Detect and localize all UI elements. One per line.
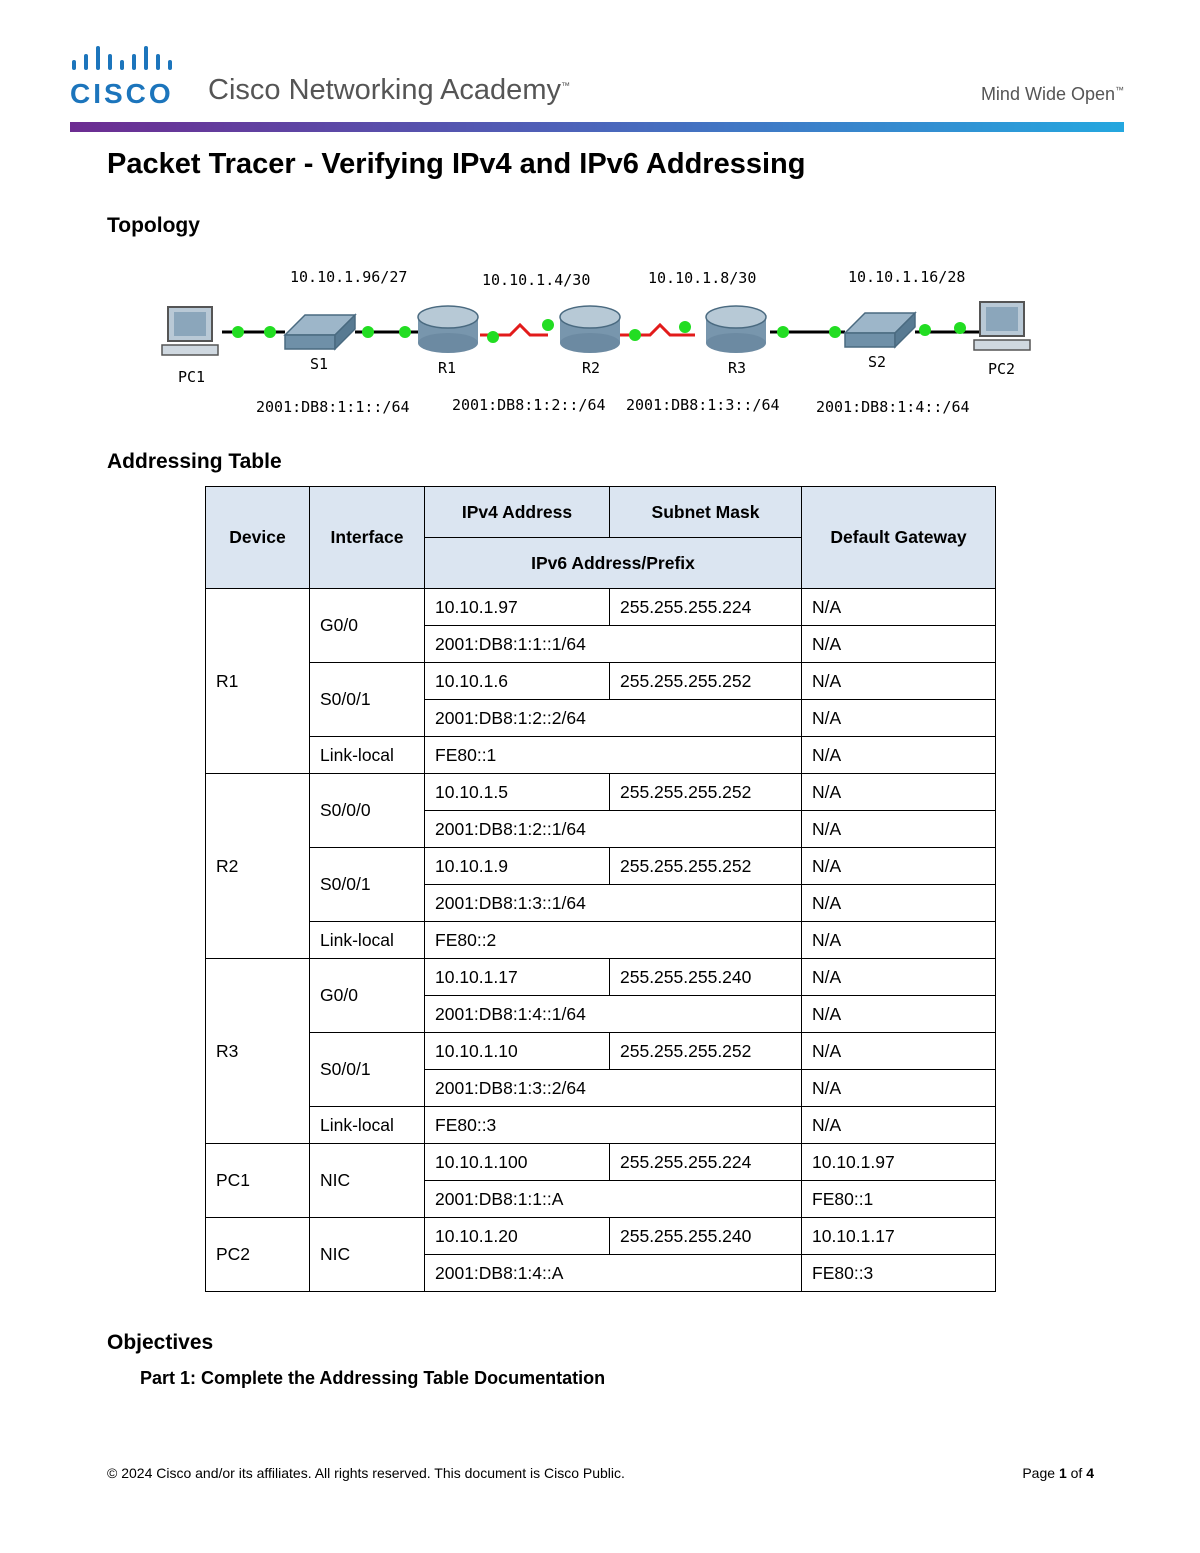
ipv6-net-1: 2001:DB8:1:1::/64 — [256, 398, 410, 416]
page-title: Packet Tracer - Verifying IPv4 and IPv6 Addressing — [107, 148, 806, 180]
table-row — [206, 774, 996, 811]
ipv4-net-4: 10.10.1.16/28 — [848, 268, 966, 286]
cell-gateway: N/A — [802, 811, 996, 848]
cell-gateway: N/A — [802, 848, 996, 885]
link-light — [829, 326, 841, 338]
cell-gateway: FE80::3 — [802, 1255, 996, 1292]
cell-mask: 255.255.255.252 — [610, 1033, 802, 1070]
link-light — [399, 326, 411, 338]
cell-device: R1 — [206, 589, 310, 774]
router-r2-icon — [560, 306, 620, 353]
router-r1-icon — [418, 306, 478, 353]
cell-ipv4: 10.10.1.20 — [425, 1218, 610, 1255]
cell-interface: S0/0/1 — [310, 848, 425, 922]
link-light — [487, 331, 499, 343]
cell-ipv6: 2001:DB8:1:4::1/64 — [425, 996, 802, 1033]
switch-s1-icon — [285, 315, 355, 349]
addressing-table — [205, 486, 996, 1292]
label-r2: R2 — [582, 359, 601, 377]
pc1-icon — [162, 307, 218, 355]
cell-interface: Link-local — [310, 1107, 425, 1144]
table-row — [206, 1218, 996, 1255]
table-row — [206, 1144, 996, 1181]
label-s2: S2 — [868, 353, 887, 371]
link-light — [629, 329, 641, 341]
cell-ipv4: 10.10.1.97 — [425, 589, 610, 626]
cell-interface: NIC — [310, 1144, 425, 1218]
col-header-gateway: Default Gateway — [802, 487, 996, 589]
objective-part-1: Part 1: Complete the Addressing Table Documentation — [140, 1368, 606, 1388]
table-header-row — [206, 487, 996, 538]
link-light — [264, 326, 276, 338]
label-s1: S1 — [310, 355, 329, 373]
cell-device: R3 — [206, 959, 310, 1144]
col-header-mask: Subnet Mask — [610, 487, 802, 538]
page-number: Page 1 of 4 — [1022, 1465, 1094, 1481]
router-r3-icon — [706, 306, 766, 353]
table-row — [206, 737, 996, 774]
cell-ipv6: 2001:DB8:1:3::2/64 — [425, 1070, 802, 1107]
label-r1: R1 — [438, 359, 457, 377]
cell-ipv4: 10.10.1.5 — [425, 774, 610, 811]
cell-gateway: N/A — [802, 700, 996, 737]
link-light — [954, 322, 966, 334]
topology-diagram — [150, 255, 1050, 430]
link-light — [919, 324, 931, 336]
col-header-ipv6: IPv6 Address/Prefix — [425, 538, 802, 589]
cell-gateway: N/A — [802, 1033, 996, 1070]
cell-ipv6: 2001:DB8:1:2::1/64 — [425, 811, 802, 848]
link-light — [232, 326, 244, 338]
cell-ipv4: 10.10.1.10 — [425, 1033, 610, 1070]
cell-ipv6: 2001:DB8:1:1::A — [425, 1181, 802, 1218]
ipv6-net-4: 2001:DB8:1:4::/64 — [816, 398, 970, 416]
cell-mask: 255.255.255.252 — [610, 848, 802, 885]
cell-mask: 255.255.255.252 — [610, 774, 802, 811]
table-row — [206, 922, 996, 959]
cell-ipv6: 2001:DB8:1:1::1/64 — [425, 626, 802, 663]
switch-s2-icon — [845, 313, 915, 347]
cell-ipv4: 10.10.1.9 — [425, 848, 610, 885]
table-row — [206, 589, 996, 626]
cell-mask: 255.255.255.240 — [610, 1218, 802, 1255]
cell-gateway: 10.10.1.97 — [802, 1144, 996, 1181]
ipv4-net-2: 10.10.1.4/30 — [482, 271, 591, 289]
objectives-heading: Objectives — [107, 1331, 214, 1354]
cell-mask: 255.255.255.224 — [610, 589, 802, 626]
col-header-device: Device — [206, 487, 310, 589]
link-light — [362, 326, 374, 338]
cisco-logo-text: CISCO — [70, 78, 174, 109]
academy-name: Cisco Networking Academy™ — [208, 74, 570, 106]
cell-gateway: FE80::1 — [802, 1181, 996, 1218]
cell-mask: 255.255.255.252 — [610, 663, 802, 700]
link-light — [777, 326, 789, 338]
cell-mask: 255.255.255.240 — [610, 959, 802, 996]
header-gradient-bar — [70, 122, 1124, 132]
cell-device: R2 — [206, 774, 310, 959]
cell-interface: S0/0/0 — [310, 774, 425, 848]
ipv4-net-1: 10.10.1.96/27 — [290, 268, 408, 286]
addressing-heading: Addressing Table — [107, 450, 282, 473]
cell-device: PC1 — [206, 1144, 310, 1218]
cell-gateway: N/A — [802, 959, 996, 996]
table-row — [206, 1107, 996, 1144]
cell-gateway: N/A — [802, 774, 996, 811]
cell-interface: S0/0/1 — [310, 663, 425, 737]
cell-interface: Link-local — [310, 922, 425, 959]
cisco-logo-icon — [70, 46, 180, 74]
cell-gateway: N/A — [802, 885, 996, 922]
cell-device: PC2 — [206, 1218, 310, 1292]
cell-ipv4: 10.10.1.17 — [425, 959, 610, 996]
cell-interface: G0/0 — [310, 959, 425, 1033]
label-r3: R3 — [728, 359, 747, 377]
table-row — [206, 959, 996, 996]
cell-ipv4: 10.10.1.6 — [425, 663, 610, 700]
cell-gateway: N/A — [802, 626, 996, 663]
cell-gateway: N/A — [802, 922, 996, 959]
cell-gateway: N/A — [802, 589, 996, 626]
cell-gateway: N/A — [802, 737, 996, 774]
col-header-ipv4: IPv4 Address — [425, 487, 610, 538]
table-row — [206, 663, 996, 700]
cell-link-local: FE80::2 — [425, 922, 802, 959]
ipv4-net-3: 10.10.1.8/30 — [648, 269, 757, 287]
cell-link-local: FE80::3 — [425, 1107, 802, 1144]
cell-gateway: N/A — [802, 1107, 996, 1144]
header — [70, 40, 1124, 135]
ipv6-net-2: 2001:DB8:1:2::/64 — [452, 396, 606, 414]
cell-interface: G0/0 — [310, 589, 425, 663]
pc2-icon — [974, 302, 1030, 350]
cell-gateway: 10.10.1.17 — [802, 1218, 996, 1255]
link-light — [542, 319, 554, 331]
cell-ipv6: 2001:DB8:1:2::2/64 — [425, 700, 802, 737]
cell-mask: 255.255.255.224 — [610, 1144, 802, 1181]
link-light — [679, 321, 691, 333]
cell-gateway: N/A — [802, 996, 996, 1033]
cell-interface: NIC — [310, 1218, 425, 1292]
cell-ipv4: 10.10.1.100 — [425, 1144, 610, 1181]
label-pc1: PC1 — [178, 368, 206, 386]
cell-ipv6: 2001:DB8:1:3::1/64 — [425, 885, 802, 922]
table-row — [206, 848, 996, 885]
cell-ipv6: 2001:DB8:1:4::A — [425, 1255, 802, 1292]
cell-link-local: FE80::1 — [425, 737, 802, 774]
cell-gateway: N/A — [802, 663, 996, 700]
label-pc2: PC2 — [988, 360, 1016, 378]
cell-interface: S0/0/1 — [310, 1033, 425, 1107]
col-header-interface: Interface — [310, 487, 425, 589]
tagline: Mind Wide Open™ — [980, 84, 1124, 104]
ipv6-net-3: 2001:DB8:1:3::/64 — [626, 396, 780, 414]
topology-heading: Topology — [107, 214, 200, 237]
footer-copyright: © 2024 Cisco and/or its affiliates. All rights reserved. This document is Cisco Public. — [107, 1465, 625, 1481]
cell-gateway: N/A — [802, 1070, 996, 1107]
table-row — [206, 1033, 996, 1070]
cell-interface: Link-local — [310, 737, 425, 774]
